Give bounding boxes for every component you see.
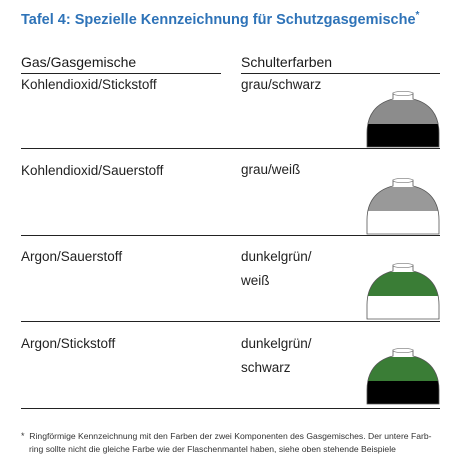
title-asterisk: *: [415, 10, 420, 21]
row-3-rule: [21, 321, 440, 322]
footnote-line1: Ringförmige Kennzeichnung mit den Farben der zwei Komponenten des Gasgemisches. Der untere Farb-: [29, 431, 432, 441]
row-1-color-line1: grau/schwarz: [241, 77, 322, 92]
header-shoulder-colors: Schulterfarben: [241, 54, 333, 70]
row-3-gas: Argon/Sauerstoff: [21, 249, 123, 264]
row-1-gas: Kohlendioxid/Stickstoff: [21, 77, 157, 92]
row-3-color-line2: weiß: [241, 273, 270, 288]
row-3-color-line1: dunkelgrün/: [241, 249, 312, 264]
cylinder-shoulder-icon: [365, 261, 441, 323]
row-4-color: [241, 332, 312, 380]
row-2-rule: [21, 235, 440, 236]
table-title: Tafel 4: Spezielle Kennzeichnung für Schutzgasgemische*: [21, 10, 420, 28]
footnote-line2: ring sollte nicht die gleiche Farbe wie der Flaschenmantel haben, siehe oben stehende Beispiele: [29, 444, 396, 454]
header-gas: Gas/Gasgemische: [21, 54, 137, 70]
cylinder-shoulder-icon: [365, 346, 441, 408]
footnote-marker: *: [21, 431, 25, 441]
row-4-color-line2: schwarz: [241, 360, 291, 375]
row-4-gas: Argon/Stickstoff: [21, 336, 116, 351]
cylinder-shoulder-icon: [365, 89, 441, 151]
row-4-rule: [21, 408, 440, 409]
row-3-color: [241, 245, 312, 293]
row-2-color-line1: grau/weiß: [241, 162, 301, 177]
row-2-color: [241, 158, 300, 182]
cylinder-shoulder-icon: [365, 176, 441, 238]
row-4-color-line1: dunkelgrün/: [241, 336, 312, 351]
row-2-gas: Kohlendioxid/Sauerstoff: [21, 163, 164, 178]
row-1-color: [241, 73, 321, 97]
row-1-rule: [21, 148, 440, 149]
footnote: [21, 430, 453, 456]
